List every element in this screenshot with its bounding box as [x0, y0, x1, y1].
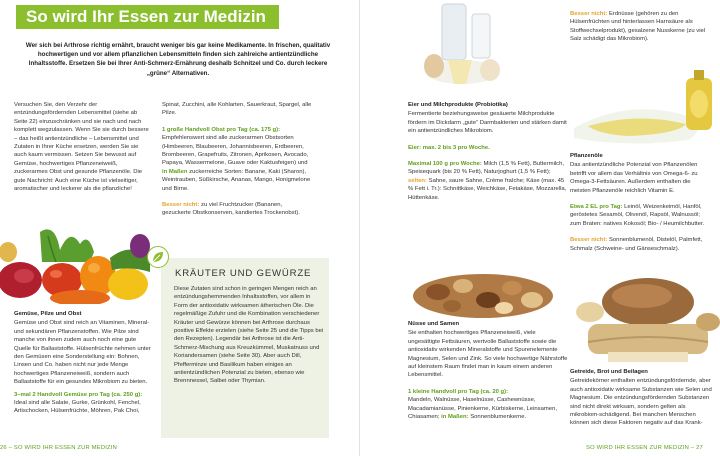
- leaf-icon: [148, 247, 168, 267]
- intro-text: Wer sich bei Arthrose richtig ernährt, braucht weniger bis gar keine Medikamente. In frischen, qualitativ hochwertigen und vor allem pflanzlichen Lebensmitteln finden sich zahlreiche antientzündliche Inhaltsstoffe. Ersetzen Sie bei Ihrer Anti-Schmerz-Ernährung deshalb Schnitzel und Co. durch leckere „grüne“ Alternativen.: [25, 42, 331, 77]
- vegetables-section: [14, 310, 152, 416]
- herbs-box: [161, 258, 329, 438]
- vegetables-image: [0, 222, 152, 304]
- nuts-text: Sie enthalten hochwertiges Pflanzeneiweiß, viele ungesättigte Fettsäuren, wertvolle Ballaststoffe sowie die antioxidativ wirkenden Mineralstoffe und Spurenelemente Magnesium, Selen und Zink. So viele hochwertige Nährstoffe auf kleinstem Raum findet man in kaum einem anderen Lebensmittel.: [408, 330, 568, 379]
- fruit-amount: 1 große Handvoll Obst pro Tag (ca. 175 g):: [162, 126, 281, 133]
- vegetables-amount: 3–mal 2 Handvoll Gemüse pro Tag (ca. 250 g):: [14, 391, 143, 398]
- footer-left: 26 – SO WIRD IHR ESSEN ZUR MEDIZIN: [0, 445, 117, 451]
- oils-heading: Pflanzenöle: [570, 153, 603, 159]
- bread-image: [568, 272, 720, 364]
- footer-right: SO WIRD IHR ESSEN ZUR MEDIZIN – 27: [586, 445, 703, 451]
- dairy-rare-text: Sahne, saure Sahne, Crème fraîche; Käse (max. 45 % Fett i. Tr.): Schnittkäse, Weichkäse, Fetakäse, Mozzarella, Hüttenkäse.: [408, 177, 567, 201]
- dairy-section: [408, 101, 568, 210]
- vegetables-text: Gemüse und Obst sind reich an Vitaminen, Mineral- und sekundären Pflanzenstoffen. Wie Pilze sind manche von ihnen zudem auch noch eine gute Quelle für Ballaststoffe. Hülsenfrüchte nehmen unter den Gemüsen eine Sonderstellung ein: Bohnen, Linsen und Co. haben nicht nur jede Menge hochwertiges Pflanzeneiweiß, sondern auch Ballaststoffe für ein gesundes Mikrobiom zu bieten.: [14, 320, 151, 386]
- vegetables-list-continued: Spinat, Zucchini, alle Kohlarten, Sauerkraut, Spargel, alle Pilze.: [162, 102, 312, 117]
- left-column-2: [162, 101, 312, 226]
- oils-amount-label: Etwa 2 EL pro Tag:: [570, 204, 623, 211]
- oils-amount-text: Leinöl, Weizenkeimöl, Hanföl, geröstetes Sesamöl, Olivenöl, Rapsöl, Walnussöl; zum Braten: natives Kokosöl; Bio- / Heumilchbutter.: [570, 204, 705, 227]
- page-title: So wird Ihr Essen zur Medizin: [26, 7, 266, 26]
- nuts-section: [408, 320, 568, 421]
- dairy-eggs: Eier: max. 2 bis 3 pro Woche.: [408, 144, 490, 151]
- nuts-moderate-text: Sonnenblumenkerne.: [470, 414, 527, 421]
- grains-heading: Getreide, Brot und Beilagen: [570, 369, 648, 375]
- nuts-better-not-label: Besser nicht:: [570, 11, 608, 17]
- grains-section: [570, 368, 716, 436]
- left-column-1: [14, 101, 152, 201]
- fruit-text-2: zuckerreiche Sorten: Banane, Kaki (Sharon), Weintrauben, Süßkirsche, Ananas, Mango, Honigmelone und Birne.: [162, 168, 311, 192]
- fruit-better-not-label: Besser nicht:: [162, 202, 200, 209]
- intro-paragraph: Versuchen Sie, den Verzehr der entzündungsfördernden Lebensmittel (siehe ab Seite 22) einzuschränken und sie nach und nach komplett wegzulassen. Wenn Sie sie durch bessere – das heißt antientzündliche – Lebensmittel und Zutaten in Ihrer Küche ersetzen, werden Sie sie auch kaum vermissen. Setzen Sie bewusst auf Gemüse, hochwertiges Pflanzeneiweiß, zuckerarmes Obst und gesunde Pflanzenöle. Die gute Nachricht: Auch eine Küche ist vielseitiger, aromatischer und leckerer als die pflanzliche!: [14, 102, 149, 193]
- oils-better-not-text: Sonnenblumenöl, Distelöl, Palmfett, Schmalz (Schweine- und Gänseschmalz).: [570, 237, 703, 252]
- nuts-better-not-text: Erdnüsse (gehören zu den Hülsenfrüchten und hinterlassen Harnsäure als Stoffwechselprodukt), gesalzene Nusskerne (zu viel Salz schädigt das Mikrobiom).: [570, 11, 706, 43]
- nuts-better-not: [570, 10, 710, 52]
- dairy-rare-label: selten:: [408, 177, 427, 184]
- oils-text: Das antientzündliche Potenzial von Pflanzenölen betrifft vor allem das Verhältnis von Omega-6- zu Omega-3-Fettsäuren. Außerdem enthalten die meisten Pflanzenöle reichlich Vitamin E.: [570, 162, 698, 194]
- vegetables-list: Ideal sind alle Salate, Gurke, Grünkohl, Fenchel, Artischocken, Hülsenfrüchte, Möhren, Pak Choi,: [14, 400, 141, 415]
- dairy-heading: Eier und Milchprodukte (Probiotika): [408, 102, 508, 108]
- right-page: [360, 0, 720, 456]
- nuts-amount-label: 1 kleine Handvoll pro Tag (ca. 20 g):: [408, 388, 509, 395]
- herbs-box-text: Diese Zutaten sind schon in geringen Mengen reich an entzündungshemmenden Inhaltsstoffen, vor allem in Form der antioxidativ wirksamen ätherischen Öle. Die regelmäßige Zufuhr und die Kombination verschiedener Kräuter und Gewürze können bei Arthrose durchaus positive Effekte erzielen (siehe Seite 25 und die Tipps bei den Rezepten). Legendär bei Arthrose ist die Anti-Schmerz-Mischung aus Kreuzkümmel, Muskatnuss und Koriandersamen (siehe Seite 30). Aber auch Dill, Pfefferminze und Basilikum haben einiges an antientzündlichen Potenzial zu bieten, ebenso wie Brennnessel, Salbei oder Thymian.: [174, 286, 324, 385]
- vegetables-heading: Gemüse, Pilze und Obst: [14, 311, 82, 317]
- dairy-text: Fermentierte beziehungsweise gesäuerte Milchprodukte fördern im Dickdarm „gute“ Darmbakterien und stärken damit ein antientzündliches Mikrobiom.: [408, 111, 567, 135]
- dairy-image: [412, 0, 512, 92]
- title-bar: [16, 5, 279, 29]
- fruit-text: Empfehlenswert sind alle zuckerarmen Obstsorten (Himbeeren, Blaubeeren, Johannisbeeren, Erdbeeren, Brombeeren, Grapefruits, Zitronen, Aprikosen, Avocado, Papaya, Wassermelone, Guave oder Kaktusfeigen) und: [162, 135, 309, 167]
- dairy-amount-label: Maximal 100 g pro Woche:: [408, 161, 482, 168]
- nuts-moderate-label: in Maßen:: [441, 414, 469, 421]
- oil-image: [568, 68, 720, 148]
- nuts-amount-text: Mandeln, Walnüsse, Haselnüsse, Cashewnüsse, Macadamianüsse, Pinienkerne, Kürbiskerne, Leinsamen, Chiasamen;: [408, 397, 557, 421]
- fruit-better-not-text: zu viel Fruchtzucker (Bananen, gezuckerte Obstkonserven, kandiertes Trockenobst).: [162, 202, 300, 217]
- oils-better-not-label: Besser nicht:: [570, 237, 608, 244]
- dairy-amount-text: Milch (1,5 % Fett), Buttermilch, Speisequark (bis 20 % Fett), Naturjoghurt (1,5 % Fett);: [408, 161, 565, 176]
- leaf-badge: [147, 246, 169, 268]
- oils-section: [570, 152, 712, 261]
- herbs-box-title: KRÄUTER UND GEWÜRZE: [175, 268, 312, 279]
- nuts-image: [408, 262, 558, 322]
- grains-text: Getreidekörner enthalten entzündungsfördernde, aber auch antioxidativ wirksame Substanzen wie Selen und Magnesium. Die entzündungsfördernden Substanzen sind nicht direkt wirksam, sondern gelten als mikrobiom-schädigend. Bei manchen Menschen können sich diese Faktoren negativ auf das Krank-: [570, 378, 712, 427]
- nuts-heading: Nüsse und Samen: [408, 321, 460, 327]
- fruit-moderate-label: in Maßen: [162, 168, 188, 175]
